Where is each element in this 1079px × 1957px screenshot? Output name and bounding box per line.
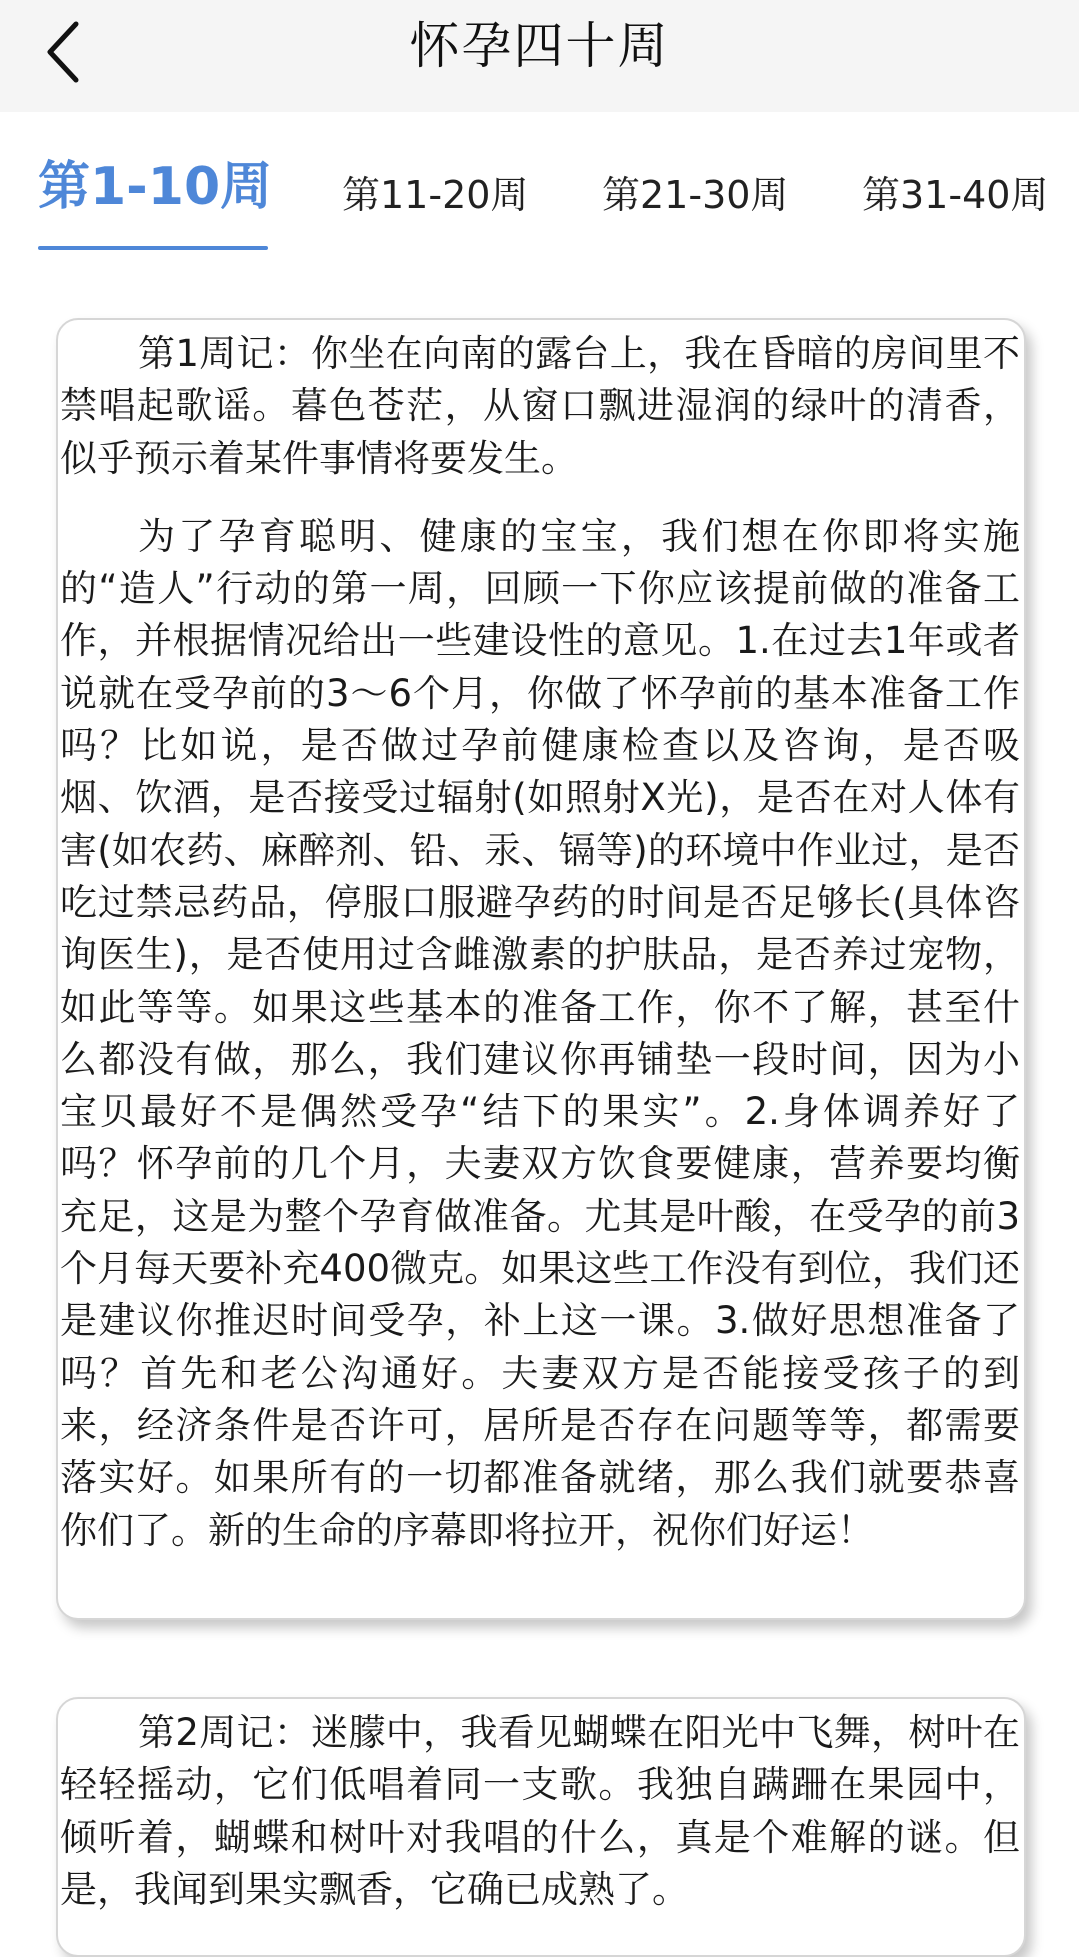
active-tab-indicator <box>38 246 268 250</box>
tab-weeks-1-10[interactable]: 第1-10周 <box>38 157 273 217</box>
week-tabs <box>0 150 1079 260</box>
tab-weeks-31-40[interactable]: 第31-40周 <box>862 173 1049 217</box>
week-1-card <box>56 318 1026 1620</box>
week-1-intro: 第1周记：你坐在向南的露台上，我在昏暗的房间里不禁唱起歌谣。暮色苍茫，从窗口飘进湿润的绿叶的清香，似乎预示着某件事情将要发生。 <box>60 332 1020 480</box>
page-title: 怀孕四十周 <box>409 17 670 75</box>
week-2-card <box>56 1697 1026 1957</box>
week-1-body: 为了孕育聪明、健康的宝宝，我们想在你即将实施的“造人”行动的第一周，回顾一下你应该提前做的准备工作，并根据情况给出一些建设性的意见。1.在过去1年或者说就在受孕前的3～6个月，你做了怀孕前的基本准备工作吗？比如说，是否做过孕前健康检查以及咨询，是否吸烟、饮酒，是否接受过辐射(如照射X光)，是否在对人体有害(如农药、麻醉剂、铅、汞、镉等)的环境中作业过，是否吃过禁忌药品，停服口服避孕药的时间是否足够长(具体咨询医生)，是否使用过含雌激素的护肤品，是否养过宠物，如此等等。如果这些基本的准备工作，你不了解，甚至什么都没有做，那么，我们建议你再铺垫一段时间，因为小宝贝最好不是偶然受孕“结下的果实”。2.身体调养好了吗？怀孕前的几个月，夫妻双方饮食要健康，营养要均衡充足，这是为整个孕育做准备。尤其是叶酸，在受孕的前3个月每天要补充400微克。如果这些工作没有到位，我们还是建议你推迟时间受孕，补上这一课。3.做好思想准备了吗？首先和老公沟通好。夫妻双方是否能接受孩子的到来，经济条件是否许可，居所是否存在问题等等，都需要落实好。如果所有的一切都准备就绪，那么我们就要恭喜你们了。新的生命的序幕即将拉开，祝你们好运！ <box>60 514 1020 1552</box>
tab-weeks-21-30[interactable]: 第21-30周 <box>602 173 789 217</box>
app-header <box>0 0 1079 112</box>
tab-weeks-11-20[interactable]: 第11-20周 <box>342 173 529 217</box>
week-2-intro: 第2周记：迷朦中，我看见蝴蝶在阳光中飞舞，树叶在轻轻摇动，它们低唱着同一支歌。我独自蹒跚在果园中，倾听着，蝴蝶和树叶对我唱的什么，真是个难解的谜。但是，我闻到果实飘香，它确已成熟了。 <box>60 1711 1020 1911</box>
